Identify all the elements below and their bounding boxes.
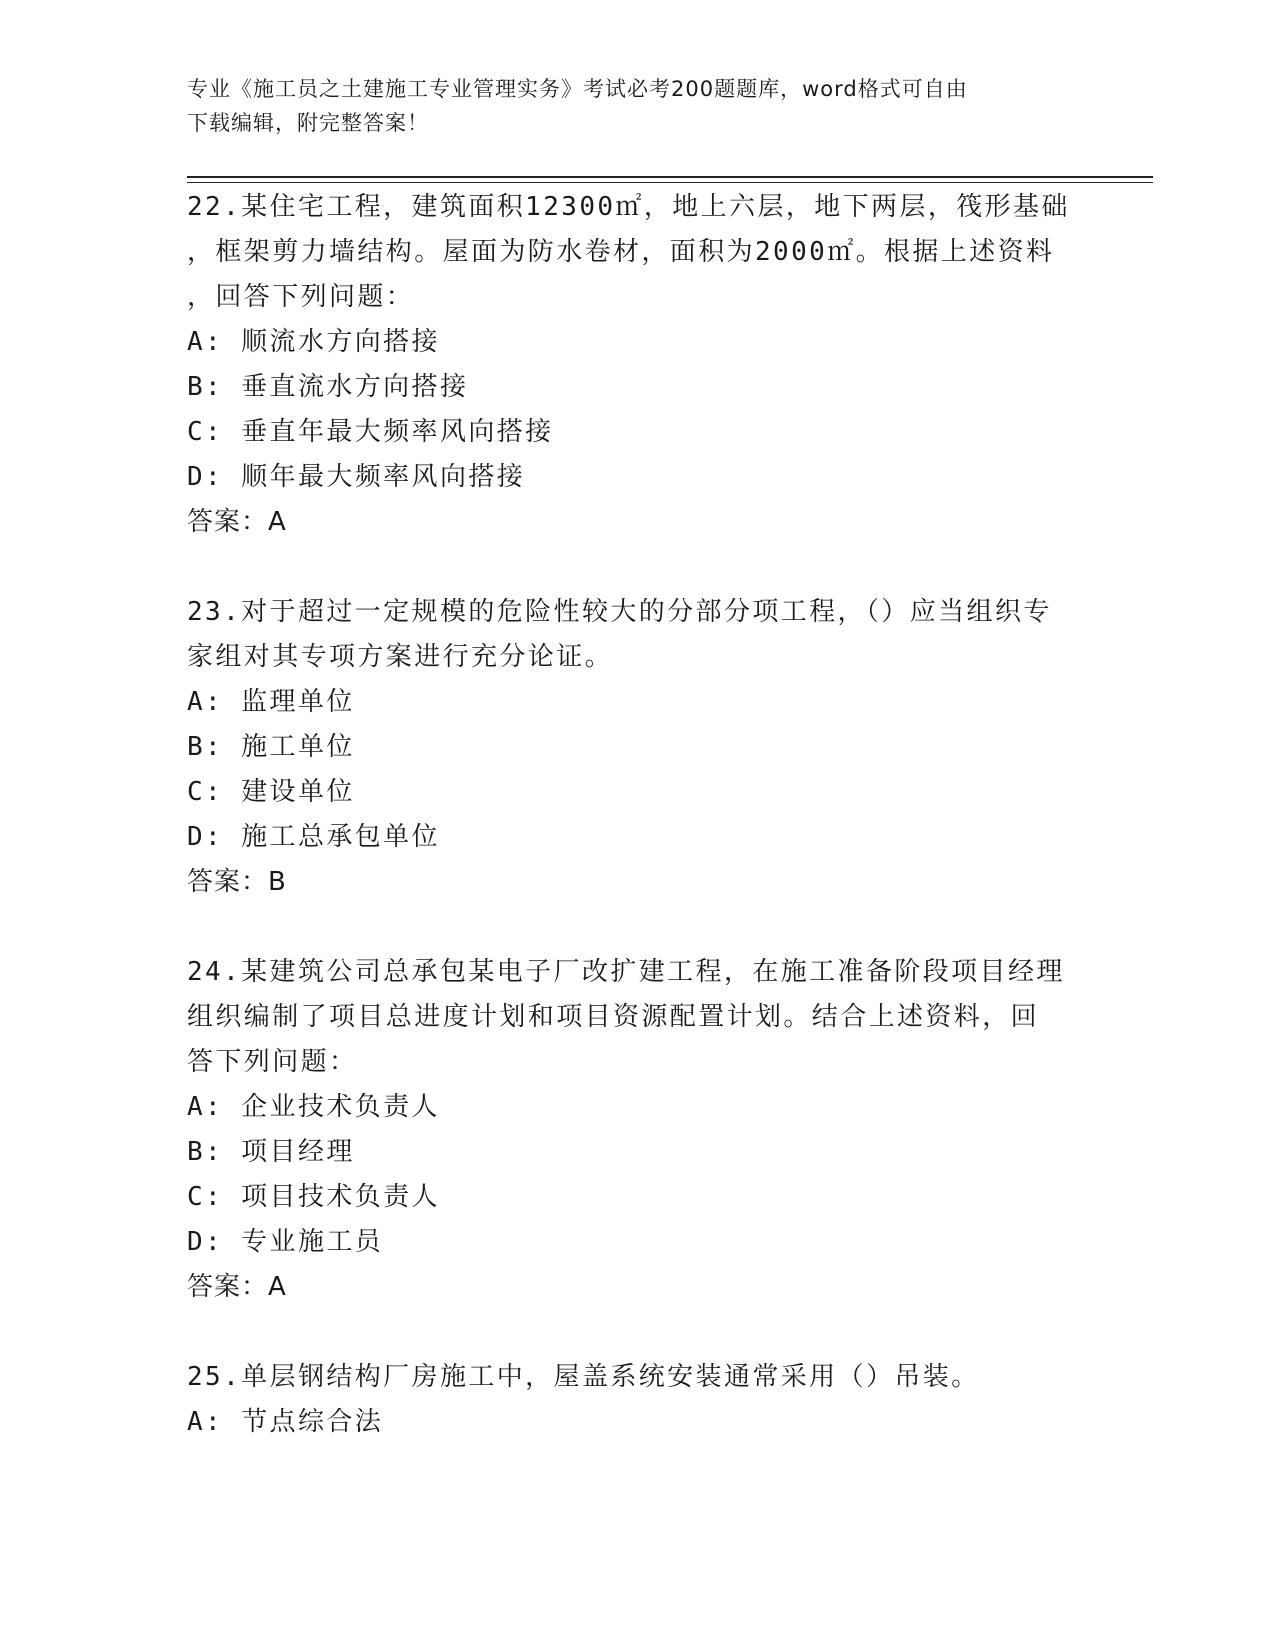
- option-d: D: 施工总承包单位: [187, 822, 440, 852]
- header-divider-thin: [187, 182, 1153, 183]
- question-text-line: 25.单层钢结构厂房施工中，屋盖系统安装通常采用（）吊装。: [187, 1362, 980, 1392]
- question-text-line: ，回答下列问题：: [187, 282, 415, 312]
- question-text-line: 24.某建筑公司总承包某电子厂改扩建工程，在施工准备阶段项目经理: [187, 957, 1065, 987]
- question-24: [187, 950, 1087, 1310]
- question-22: [187, 185, 1087, 545]
- question-text-line: 22.某住宅工程，建筑面积12300㎡，地上六层，地下两层，筏形基础: [187, 192, 1070, 222]
- question-25: [187, 1355, 1087, 1445]
- option-a: A: 节点综合法: [187, 1407, 384, 1437]
- option-b: B: 垂直流水方向搭接: [187, 372, 469, 402]
- document-header: [187, 72, 1067, 140]
- question-text-line: 组织编制了项目总进度计划和项目资源配置计划。结合上述资料，回: [187, 1002, 1040, 1032]
- option-d: D: 专业施工员: [187, 1227, 384, 1257]
- option-c: C: 垂直年最大频率风向搭接: [187, 417, 554, 447]
- question-text-line: 23.对于超过一定规模的危险性较大的分部分项工程，（）应当组织专: [187, 597, 1052, 627]
- header-line-1: 专业《施工员之土建施工专业管理实务》考试必考200题题库，word格式可自由: [187, 77, 968, 101]
- option-b: B: 施工单位: [187, 732, 355, 762]
- option-a: A: 监理单位: [187, 687, 355, 717]
- option-b: B: 项目经理: [187, 1137, 355, 1167]
- option-d: D: 顺年最大频率风向搭接: [187, 462, 526, 492]
- header-divider: [187, 176, 1153, 178]
- answer: 答案：A: [187, 507, 287, 537]
- option-c: C: 项目技术负责人: [187, 1182, 440, 1212]
- header-line-2: 下载编辑，附完整答案！: [187, 111, 429, 135]
- option-c: C: 建设单位: [187, 777, 355, 807]
- answer: 答案：B: [187, 867, 287, 897]
- question-text-line: 答下列问题：: [187, 1047, 358, 1077]
- question-text-line: 家组对其专项方案进行充分论证。: [187, 642, 614, 672]
- option-a: A: 企业技术负责人: [187, 1092, 440, 1122]
- option-a: A: 顺流水方向搭接: [187, 327, 440, 357]
- question-text-line: ，框架剪力墙结构。屋面为防水卷材，面积为2000㎡。根据上述资料: [187, 237, 1055, 267]
- question-23: [187, 590, 1087, 905]
- answer: 答案：A: [187, 1272, 287, 1302]
